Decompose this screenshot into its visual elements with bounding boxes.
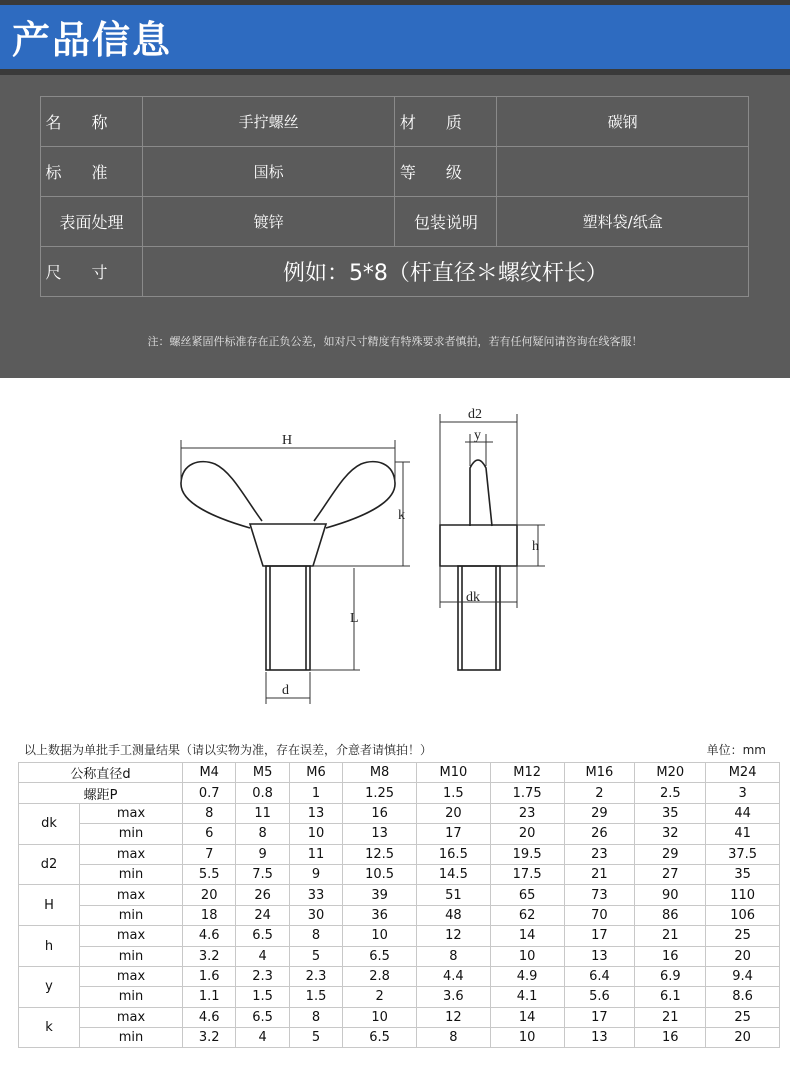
value-cell: 23 bbox=[490, 803, 564, 823]
value-cell: 14 bbox=[490, 1007, 564, 1027]
value-cell: 1.5 bbox=[236, 987, 289, 1007]
table-unit: 单位：mm bbox=[706, 743, 766, 757]
max-label: max bbox=[80, 926, 183, 946]
value-cell: 51 bbox=[416, 885, 490, 905]
value-cell: 62 bbox=[490, 905, 564, 925]
value-cell: 33 bbox=[289, 885, 342, 905]
value-cell: 4 bbox=[236, 1028, 289, 1048]
min-label: min bbox=[80, 824, 183, 844]
spec-value: 镀锌 bbox=[142, 197, 395, 247]
label-k: k bbox=[398, 508, 405, 523]
value-cell: 5 bbox=[289, 946, 342, 966]
value-cell: 25 bbox=[706, 1007, 780, 1027]
value-cell: 26 bbox=[236, 885, 289, 905]
value-cell: 1.6 bbox=[183, 966, 236, 986]
value-cell: 73 bbox=[564, 885, 635, 905]
value-cell: 6.9 bbox=[635, 966, 706, 986]
value-cell: 8 bbox=[289, 926, 342, 946]
table-row bbox=[19, 987, 780, 1007]
label-y: y bbox=[474, 428, 481, 443]
value-cell: 35 bbox=[706, 864, 780, 884]
value-cell: 6.5 bbox=[236, 1007, 289, 1027]
value-cell: 17 bbox=[564, 926, 635, 946]
value-cell: 14 bbox=[490, 926, 564, 946]
label-d2: d2 bbox=[468, 407, 482, 422]
label-L: L bbox=[350, 611, 359, 626]
value-cell: 6.5 bbox=[236, 926, 289, 946]
right-wing-shape bbox=[314, 462, 395, 528]
value-cell: 13 bbox=[343, 824, 417, 844]
value-cell: 1.5 bbox=[289, 987, 342, 1007]
value-cell: 20 bbox=[416, 803, 490, 823]
table-row bbox=[19, 1007, 780, 1027]
value-cell: 23 bbox=[564, 844, 635, 864]
value-cell: 10 bbox=[289, 824, 342, 844]
value-cell: 8 bbox=[236, 824, 289, 844]
value-cell: 4.1 bbox=[490, 987, 564, 1007]
value-cell: 8 bbox=[183, 803, 236, 823]
spec-label: 名称 bbox=[41, 97, 143, 147]
value-cell: 5 bbox=[289, 1028, 342, 1048]
wing-screw-diagram bbox=[0, 378, 790, 708]
min-label: min bbox=[80, 1028, 183, 1048]
label-dk: dk bbox=[466, 590, 480, 605]
value-cell: 4.4 bbox=[416, 966, 490, 986]
table-row bbox=[19, 763, 780, 783]
pitch-cell: 0.8 bbox=[236, 783, 289, 803]
value-cell: 2.3 bbox=[289, 966, 342, 986]
value-cell: 16 bbox=[635, 1028, 706, 1048]
value-cell: 29 bbox=[564, 803, 635, 823]
max-label: max bbox=[80, 1007, 183, 1027]
value-cell: 8 bbox=[416, 1028, 490, 1048]
value-cell: 26 bbox=[564, 824, 635, 844]
value-cell: 86 bbox=[635, 905, 706, 925]
spec-row bbox=[41, 247, 749, 297]
size-header: M16 bbox=[564, 763, 635, 783]
value-cell: 32 bbox=[635, 824, 706, 844]
spec-value bbox=[497, 147, 749, 197]
value-cell: 11 bbox=[236, 803, 289, 823]
value-cell: 21 bbox=[564, 864, 635, 884]
max-label: max bbox=[80, 885, 183, 905]
value-cell: 6.1 bbox=[635, 987, 706, 1007]
nominal-diameter-label: 公称直径d bbox=[19, 763, 183, 783]
spec-value: 碳钢 bbox=[497, 97, 749, 147]
label-h: h bbox=[532, 539, 539, 554]
value-cell: 3.2 bbox=[183, 946, 236, 966]
value-cell: 44 bbox=[706, 803, 780, 823]
value-cell: 2.3 bbox=[236, 966, 289, 986]
table-caption: 以上数据为单批手工测量结果（请以实物为准，存在误差，介意者请慎拍！） bbox=[24, 743, 433, 757]
spec-label: 标准 bbox=[41, 147, 143, 197]
value-cell: 13 bbox=[564, 1028, 635, 1048]
spec-label: 包装说明 bbox=[395, 197, 497, 247]
value-cell: 10 bbox=[490, 946, 564, 966]
value-cell: 106 bbox=[706, 905, 780, 925]
value-cell: 21 bbox=[635, 1007, 706, 1027]
value-cell: 20 bbox=[706, 946, 780, 966]
max-label: max bbox=[80, 966, 183, 986]
value-cell: 11 bbox=[289, 844, 342, 864]
value-cell: 8 bbox=[416, 946, 490, 966]
size-header: M5 bbox=[236, 763, 289, 783]
value-cell: 17 bbox=[564, 1007, 635, 1027]
pitch-cell: 0.7 bbox=[183, 783, 236, 803]
table-row bbox=[19, 783, 780, 803]
value-cell: 12 bbox=[416, 926, 490, 946]
value-cell: 110 bbox=[706, 885, 780, 905]
left-wing-shape bbox=[181, 462, 262, 528]
pitch-cell: 3 bbox=[706, 783, 780, 803]
pitch-label: 螺距P bbox=[19, 783, 183, 803]
max-label: max bbox=[80, 844, 183, 864]
param-name: k bbox=[19, 1007, 80, 1048]
value-cell: 48 bbox=[416, 905, 490, 925]
disclaimer-note: 注：螺丝紧固件标准存在正负公差，如对尺寸精度有特殊要求者慎拍，若有任何疑问请咨询在线客服！ bbox=[147, 335, 643, 348]
table-row bbox=[19, 803, 780, 823]
spec-label: 表面处理 bbox=[41, 197, 143, 247]
value-cell: 20 bbox=[490, 824, 564, 844]
pitch-cell: 2 bbox=[564, 783, 635, 803]
value-cell: 14.5 bbox=[416, 864, 490, 884]
min-label: min bbox=[80, 987, 183, 1007]
param-name: H bbox=[19, 885, 80, 926]
size-header: M20 bbox=[635, 763, 706, 783]
label-H: H bbox=[282, 433, 293, 448]
value-cell: 8 bbox=[289, 1007, 342, 1027]
spec-label: 尺寸 bbox=[41, 247, 143, 297]
value-cell: 30 bbox=[289, 905, 342, 925]
value-cell: 37.5 bbox=[706, 844, 780, 864]
value-cell: 21 bbox=[635, 926, 706, 946]
value-cell: 6 bbox=[183, 824, 236, 844]
size-example: 例如：5*8（杆直径＊螺纹杆长） bbox=[142, 247, 748, 297]
param-name: d2 bbox=[19, 844, 80, 885]
value-cell: 7.5 bbox=[236, 864, 289, 884]
table-row bbox=[19, 926, 780, 946]
table-row bbox=[19, 946, 780, 966]
table-row bbox=[19, 824, 780, 844]
value-cell: 4.6 bbox=[183, 1007, 236, 1027]
value-cell: 16 bbox=[343, 803, 417, 823]
value-cell: 6.5 bbox=[343, 1028, 417, 1048]
side-wing-shape bbox=[470, 460, 492, 526]
spec-label: 材质 bbox=[395, 97, 497, 147]
param-name: y bbox=[19, 966, 80, 1007]
value-cell: 1.1 bbox=[183, 987, 236, 1007]
value-cell: 16 bbox=[635, 946, 706, 966]
value-cell: 41 bbox=[706, 824, 780, 844]
value-cell: 8.6 bbox=[706, 987, 780, 1007]
spec-row bbox=[41, 197, 749, 247]
value-cell: 9 bbox=[236, 844, 289, 864]
table-row bbox=[19, 885, 780, 905]
side-shaft bbox=[458, 566, 500, 670]
value-cell: 29 bbox=[635, 844, 706, 864]
value-cell: 65 bbox=[490, 885, 564, 905]
value-cell: 5.6 bbox=[564, 987, 635, 1007]
dimension-table bbox=[18, 762, 780, 1048]
max-label: max bbox=[80, 803, 183, 823]
value-cell: 17.5 bbox=[490, 864, 564, 884]
value-cell: 4 bbox=[236, 946, 289, 966]
min-label: min bbox=[80, 864, 183, 884]
pitch-cell: 1.75 bbox=[490, 783, 564, 803]
value-cell: 10 bbox=[343, 1007, 417, 1027]
value-cell: 7 bbox=[183, 844, 236, 864]
value-cell: 17 bbox=[416, 824, 490, 844]
value-cell: 9 bbox=[289, 864, 342, 884]
pitch-cell: 1 bbox=[289, 783, 342, 803]
side-head-body bbox=[440, 525, 517, 566]
header-band bbox=[0, 5, 790, 69]
value-cell: 2 bbox=[343, 987, 417, 1007]
spec-row bbox=[41, 97, 749, 147]
size-header: M24 bbox=[706, 763, 780, 783]
label-d: d bbox=[282, 683, 289, 698]
screw-shaft bbox=[266, 566, 310, 670]
value-cell: 2.8 bbox=[343, 966, 417, 986]
value-cell: 70 bbox=[564, 905, 635, 925]
pitch-cell: 2.5 bbox=[635, 783, 706, 803]
spec-value: 塑料袋/纸盒 bbox=[497, 197, 749, 247]
value-cell: 19.5 bbox=[490, 844, 564, 864]
value-cell: 12.5 bbox=[343, 844, 417, 864]
min-label: min bbox=[80, 946, 183, 966]
size-header: M6 bbox=[289, 763, 342, 783]
value-cell: 3.6 bbox=[416, 987, 490, 1007]
value-cell: 3.2 bbox=[183, 1028, 236, 1048]
value-cell: 13 bbox=[289, 803, 342, 823]
spec-label: 等级 bbox=[395, 147, 497, 197]
value-cell: 39 bbox=[343, 885, 417, 905]
value-cell: 5.5 bbox=[183, 864, 236, 884]
pitch-cell: 1.5 bbox=[416, 783, 490, 803]
value-cell: 18 bbox=[183, 905, 236, 925]
table-row bbox=[19, 905, 780, 925]
value-cell: 10.5 bbox=[343, 864, 417, 884]
table-row bbox=[19, 1028, 780, 1048]
value-cell: 35 bbox=[635, 803, 706, 823]
value-cell: 90 bbox=[635, 885, 706, 905]
value-cell: 10 bbox=[343, 926, 417, 946]
size-header: M10 bbox=[416, 763, 490, 783]
size-header: M8 bbox=[343, 763, 417, 783]
value-cell: 36 bbox=[343, 905, 417, 925]
value-cell: 4.6 bbox=[183, 926, 236, 946]
value-cell: 10 bbox=[490, 1028, 564, 1048]
spec-row bbox=[41, 147, 749, 197]
screw-head-body bbox=[250, 524, 326, 566]
value-cell: 6.5 bbox=[343, 946, 417, 966]
table-row bbox=[19, 844, 780, 864]
value-cell: 27 bbox=[635, 864, 706, 884]
param-name: dk bbox=[19, 803, 80, 844]
min-label: min bbox=[80, 905, 183, 925]
value-cell: 20 bbox=[706, 1028, 780, 1048]
spec-table bbox=[40, 96, 749, 297]
spec-value: 手拧螺丝 bbox=[142, 97, 395, 147]
size-header: M4 bbox=[183, 763, 236, 783]
spec-value: 国标 bbox=[142, 147, 395, 197]
header-bar bbox=[0, 0, 790, 75]
value-cell: 12 bbox=[416, 1007, 490, 1027]
value-cell: 20 bbox=[183, 885, 236, 905]
value-cell: 25 bbox=[706, 926, 780, 946]
value-cell: 13 bbox=[564, 946, 635, 966]
product-info-section bbox=[0, 75, 790, 378]
value-cell: 6.4 bbox=[564, 966, 635, 986]
value-cell: 16.5 bbox=[416, 844, 490, 864]
table-row bbox=[19, 966, 780, 986]
pitch-cell: 1.25 bbox=[343, 783, 417, 803]
value-cell: 24 bbox=[236, 905, 289, 925]
table-row bbox=[19, 864, 780, 884]
page-title: 产品信息 bbox=[12, 18, 173, 62]
value-cell: 4.9 bbox=[490, 966, 564, 986]
size-header: M12 bbox=[490, 763, 564, 783]
value-cell: 9.4 bbox=[706, 966, 780, 986]
param-name: h bbox=[19, 926, 80, 967]
